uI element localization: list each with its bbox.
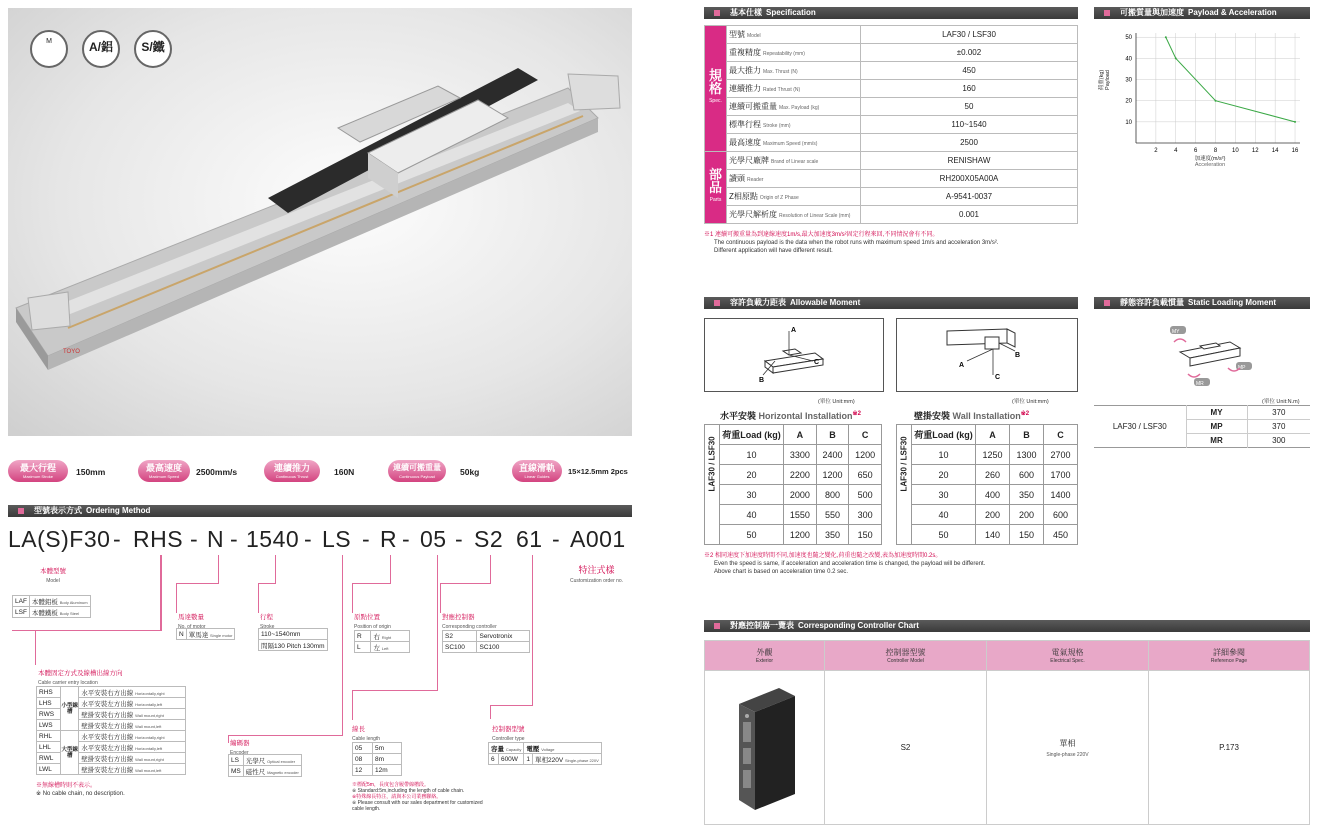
wall-title: 壁掛安裝 Wall Installation$^{※2}$ <box>914 411 1030 421</box>
custom-label: 特注式樣 Customization order no. <box>570 565 624 584</box>
svg-text:TOYO: TOYO <box>63 349 80 355</box>
origin-table: R 右 Right L 左 Left <box>354 630 410 653</box>
motor-table: N 單馬達 Single motor <box>176 628 235 640</box>
badge-guides: 直線滑軌 Linear Guides <box>512 460 562 482</box>
svg-text:C: C <box>995 374 1001 381</box>
mount-icon-m: M <box>30 30 68 68</box>
x-tick-label: 4 <box>1174 148 1178 154</box>
encoder-label: 編碼器 Encoder <box>230 740 250 756</box>
carrier-label: 本體固定方式及線槽出線方向 Cable carrier entry location <box>38 670 123 686</box>
moment-notes: ※2 相同速度下加速度時間不同,加速度也隨之變化,荷重也隨之改變,表為加速度時間0.2s。 Even the speed is same, if acceleration and acceleration time is changed, the payload will be different. Above chart is based on acceleration time 0.2 sec. <box>704 553 986 575</box>
y-tick-label: 40 <box>1125 56 1132 63</box>
model-table: LAF 本體鋁板 Body Aluminum LSF 本體鐵板 Body Steel <box>12 595 91 618</box>
ordering-header: 型號表示方式 Ordering Method <box>8 505 632 517</box>
y-tick-label: 10 <box>1125 119 1132 126</box>
x-tick-label: 14 <box>1271 148 1279 154</box>
moment-diagram-wall <box>896 318 1078 392</box>
code-controller: S2 <box>474 526 504 552</box>
badge-stroke-value: 150mm <box>76 467 106 477</box>
wall-moment-table: LAF30 / LSF30 荷重Load (kg) A B C 10 1250 1300 2700 20 260 600 1700 30 400 350 1400 40 200 200 600 50 140 150 450 <box>896 424 1078 545</box>
y-tick-label: 20 <box>1125 98 1132 105</box>
controller-image-cell <box>705 671 825 825</box>
x-tick-label: 6 <box>1193 148 1198 154</box>
data-point <box>1165 36 1167 38</box>
linear-actuator-illustration <box>8 8 632 436</box>
stroke-label: 行程 Stroke <box>260 614 275 630</box>
code-ctype: 61 <box>516 526 543 552</box>
stroke-table: 110~1540mm 間隔130 Pitch 130mm <box>258 628 328 651</box>
controller-table: S2 Servotronix SC100 SC100 <box>442 630 530 653</box>
moment-header: 容許負載力距表 Allowable Moment <box>704 297 1078 309</box>
cable-table: 05 5m 08 8m 12 12m <box>352 742 402 776</box>
svg-text:B: B <box>1015 352 1021 359</box>
horizontal-moment-table: LAF30 / LSF30 荷重Load (kg) A B C 10 3300 2400 1200 20 2200 1200 650 30 2000 800 500 40 1550 550 300 50 1200 350 150 <box>704 424 882 545</box>
moment-unit-left: (單位 Unit:mm) <box>818 399 855 405</box>
badge-speed: 最高速度 Maximum Speed <box>138 460 190 482</box>
x-tick-label: 2 <box>1154 148 1158 154</box>
svg-text:B: B <box>759 377 765 384</box>
badge-payload-value: 50kg <box>460 467 480 477</box>
carrier-note: ※無線槽時則不表示。 ※ No cable chain, no description. <box>36 783 125 797</box>
badge-guides-value: 15×12.5mm 2pcs <box>568 467 628 476</box>
moment-diagram-horizontal <box>704 318 884 392</box>
product-photo <box>8 8 632 436</box>
motor-label: 馬達數量 No. of motor <box>178 614 206 630</box>
code-sep: - <box>455 526 464 552</box>
data-point <box>1215 100 1217 102</box>
carrier-table: RHS 小型線槽 水平安裝右方出線 Horizontally,right LHS 水平安裝左方出線 Horizontally,left RWS 壁掛安裝右方出線 Wall mount,right LWS 壁掛安裝左方出線 Wall mount,left RHL 大型線槽 水平安裝右方出線 Horizontally,right LHL 水平安裝左方出線 Horizontally,left RWL 壁掛安裝右方出線 Wall mount,right LWL 壁掛安裝左方出線 Wall mount,left <box>36 686 186 775</box>
badge-thrust: 連續推力 Continuous Thrust <box>264 460 320 482</box>
badge-speed-value: 2500mm/s <box>196 467 238 477</box>
mount-icon-steel: S/鐵 <box>134 30 172 68</box>
model-label: 本體型號 Model <box>40 568 66 584</box>
x-tick-label: 10 <box>1232 148 1239 154</box>
x-tick-label: 12 <box>1251 148 1259 154</box>
y-tick-label: 50 <box>1125 35 1132 42</box>
origin-label: 原點位置 Position of origin <box>354 614 391 630</box>
spec-notes: ※1 連續可搬重量為到達線速度1m/s,最大加速度3m/s²固定行程來回,不同情況會有不同。 The continuous payload is the data when the robot runs with maximum speed 1m/s and acceleration 3m/s². Different application will have different result. <box>704 232 999 254</box>
y-tick-label: 30 <box>1125 77 1132 84</box>
cable-notes: ※標配5m，長度包含履帶線槽段。 ※ Standard:5m,including the length of cable chain. ※特殊線長特注，請與本公司業務聯絡。 ※ Please consult with our sales department for customized cable length. <box>352 782 483 812</box>
svg-text:MR: MR <box>1196 381 1204 387</box>
badge-payload: 連續可搬重量 Continuous Payload <box>388 460 446 482</box>
code-stroke: 1540 <box>246 526 300 552</box>
svg-text:A: A <box>959 362 965 369</box>
svg-text:A: A <box>791 327 797 334</box>
encoder-table: LS 光學尺 Optical encoder MS 磁性尺 Magnetic encoder <box>228 754 302 777</box>
x-tick-label: 8 <box>1213 148 1218 154</box>
badge-thrust-value: 160N <box>334 467 355 477</box>
horizontal-title: 水平安裝 Horizontal Installation$^{※2}$ <box>720 411 861 421</box>
spec-header: 基本仕樣 Specification <box>704 7 1078 19</box>
mount-icon-aluminum: A/鋁 <box>82 30 120 68</box>
static-diagram <box>1160 318 1260 390</box>
code-sep: - <box>190 526 199 552</box>
ctype-table: 容量 Capacity 電壓 Voltage 6 600W 1 單相220V Single-phase 220V <box>488 742 602 765</box>
code-carrier: RHS <box>133 526 184 552</box>
data-point <box>1175 57 1177 59</box>
code-model: LA(S)F30 <box>8 526 111 552</box>
controller-chart-table: 外觀 Exterior 控制器型號 Controller Model 電氣規格 Electrical Spec. 詳細參閱 Reference Page S2 單相 Single-phase 220V P.173 <box>704 640 1310 825</box>
code-origin: R <box>380 526 398 552</box>
spec-table: 規格 Spec. 型號 Model LAF30 / LSF30 重複精度 Repeatability (mm) ±0.002 最大推力 Max. Thrust (N) 450 連續推力 Rated Thrust (N) 160 連續可搬重量 Max. Payload (kg) 50 標準行程 Stroke (mm) 110~1540 最高速度 Maximum Speed (mm/s) 2500 部品 Parts 光學尺廠牌 Brand of Linear scale RENISHAW 讀頭 Reader RH200X05A00A Z相原點 Origin of Z Phase A-9541-0037 光學尺解析度 Resolution of Linear Scale (mm) 0.001 <box>704 25 1078 224</box>
servo-drive-image <box>725 682 805 812</box>
x-tick-label: 16 <box>1291 148 1299 154</box>
static-table: LAF30 / LSF30 MY 370 MP 370 MR 300 <box>1094 405 1310 448</box>
svg-text:C: C <box>814 359 820 366</box>
code-sep: - <box>402 526 411 552</box>
ctype-label: 控制器型號 Controller type <box>492 726 525 742</box>
code-sep: - <box>230 526 239 552</box>
cable-label: 線長 Cable length <box>352 726 381 742</box>
code-cable: 05 <box>420 526 447 552</box>
code-sep: - <box>552 526 561 552</box>
payload-header: 可搬質量與加速度 Payload & Acceleration <box>1094 7 1310 19</box>
data-point <box>1294 121 1296 123</box>
payload-chart <box>1094 25 1310 175</box>
controller-label: 對應控制器 Corresponding controller <box>442 614 497 630</box>
svg-text:MP: MP <box>1238 365 1246 371</box>
static-header: 靜態容許負載慣量 Static Loading Moment <box>1094 297 1310 309</box>
controller-chart-header: 對應控制器一覽表 Corresponding Controller Chart <box>704 620 1310 632</box>
payload-xlabel: 加速度(m/s²) Acceleration <box>1194 156 1226 168</box>
code-sep: - <box>113 526 122 552</box>
code-sep: - <box>362 526 371 552</box>
moment-unit-right: (單位 Unit:mm) <box>1012 399 1049 405</box>
code-custom: A001 <box>570 526 626 552</box>
badge-stroke: 最大行程 Maximum Stroke <box>8 460 68 482</box>
svg-text:MY: MY <box>1172 329 1180 335</box>
code-motor: N <box>207 526 225 552</box>
code-sep: - <box>304 526 313 552</box>
payload-ylabel: 荷重(kg) Payload <box>1099 69 1111 91</box>
static-unit: (單位 Unit:N.m) <box>1262 399 1300 405</box>
code-encoder: LS <box>322 526 352 552</box>
